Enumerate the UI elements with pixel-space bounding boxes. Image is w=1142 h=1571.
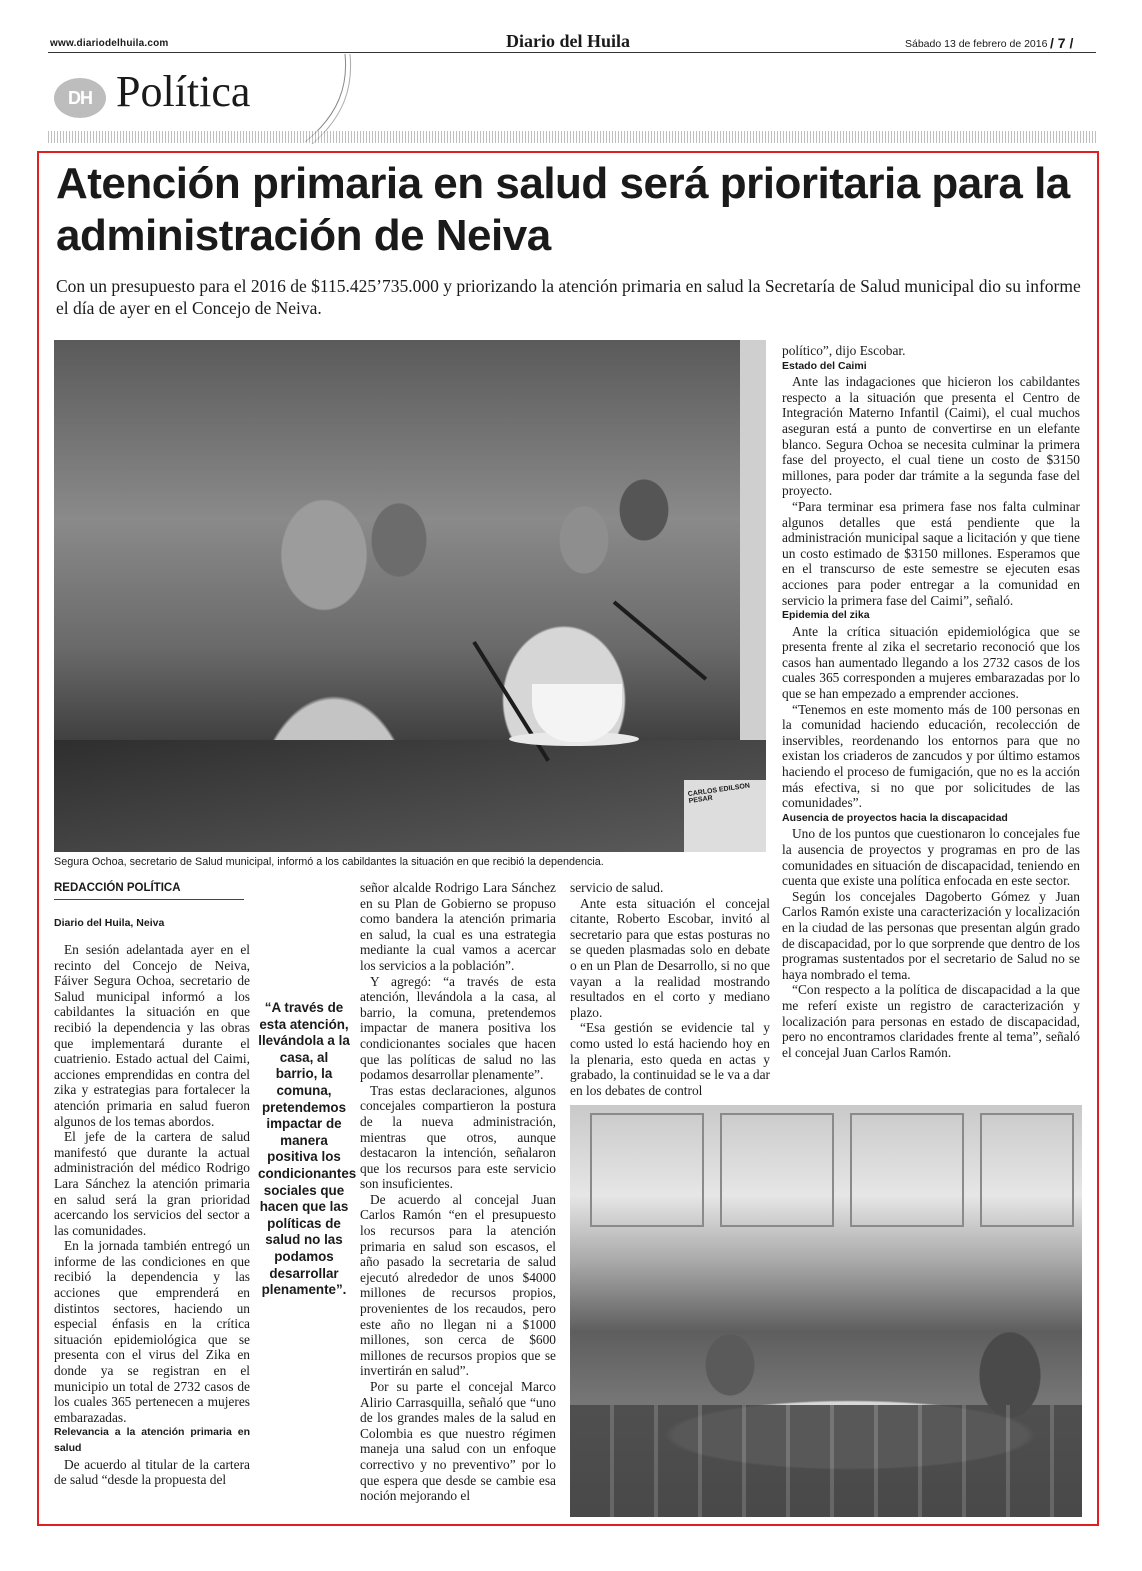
paragraph: Uno de los puntos que cuestionaron lo concejales fue la ausencia de proyectos y programas en pro de las comunidades en situación de discapacidad, teniendo en cuenta que existe una política enfocada en este sector.	[782, 826, 1080, 889]
section-logo-text: DH	[68, 87, 92, 108]
window-frame	[980, 1113, 1074, 1227]
byline-rule	[54, 899, 244, 900]
photo-desk	[54, 740, 766, 852]
pull-quote: “A través de esta atención, llevándola a la casa, al barrio, la comuna, pretendemos impactar de manera positiva los condicionantes sociales que hacen que las políticas de salud no las podamos desarrollar plenamente”.	[258, 1000, 357, 1298]
window-frame	[590, 1113, 704, 1227]
subhead-discapacidad: Ausencia de proyectos hacia la discapacidad	[782, 811, 1008, 824]
issue-date: Sábado 13 de febrero de 2016	[905, 38, 1048, 50]
paragraph: Por su parte el concejal Marco Alirio Carrasquilla, señaló que “uno de los grandes males de la salud en Colombia es que nuestro régimen maneja una salud con un enfoque correctivo y no preventivo” por lo que espera que desde se cambie esa noción mejorando el	[360, 1379, 556, 1504]
paragraph: Ante la crítica situación epidemiológica que se presenta frente al zika el secretario reconoció que los casos han aumentado llegando a los 2732 casos de los cuales 365 corresponden a mujeres embarazadas por lo que se han empezado a emprender acciones.	[782, 623, 1080, 702]
article-column-4	[782, 343, 1080, 1060]
window-frame	[850, 1113, 964, 1227]
paragraph: De acuerdo al titular de la cartera de salud “desde la propuesta del	[54, 1456, 250, 1488]
nameplate-text: CARLOS EDILSON PESAR	[687, 782, 751, 806]
paragraph: Según los concejales Dagoberto Gómez y Juan Carlos Ramón existe una caracterización y localización en la ciudad de las personas que presentan algún grado de discapacidad, por lo que sorprende que dentro de los programas sustentados por el secretario de Salud no se haya nombrado el tema.	[782, 888, 1080, 982]
paragraph: El jefe de la cartera de salud manifestó que durante la actual administración del médico Rodrigo Lara Sánchez la atención primaria en salud será la gran prioridad acercando los servicios del sector a las comunidades.	[54, 1129, 250, 1238]
main-photo	[54, 340, 766, 852]
paragraph: Ante esta situación el concejal citante, Roberto Escobar, invitó al secretario para que estas posturas no se queden plasmadas solo en debate o en un Plan de Desarrollo, si no que vayan a la realidad mostrando resultados en el corto y mediano plazo.	[570, 895, 770, 1020]
paragraph: político”, dijo Escobar.	[782, 343, 906, 358]
section-title: Política	[116, 67, 251, 116]
paragraph: En sesión adelantada ayer en el recinto del Concejo de Neiva, Fáiver Segura Ochoa, secretario de Salud municipal informó a los cabildantes la situación en que recibió la dependencia y las obras que implementará durante el cuatrienio. Estado actual del Caimi, acciones emprendidas en contra del zika y estrategias para fortalecer la atención primaria en salud fueron algunos de los temas abordos.	[54, 942, 250, 1129]
subhead-zika: Epidemia del zika	[782, 609, 870, 622]
header-rule	[48, 52, 1096, 53]
paragraph: En la jornada también entregó un informe de las condiciones en que recibió la dependencia y las acciones que emprenderá en distintos sectores, haciendo un especial énfasis en la crítica situación epidemiológica que se presenta con el virus del Zika en donde ya se registran en el municipio un total de 2732 casos de los cuales 365 pertenecen a mujeres embarazadas.	[54, 1238, 250, 1425]
paragraph: Ante las indagaciones que hicieron los cabildantes respecto a la situación que presenta el Centro de Integración Materno Infantil (Caimi), el cual muchos aseguran está a punto de convertirse en un elefante blanco. Segura Ochoa se necesita culminar la primera fase del proyecto, el cual tiene un costo de $3150 millones, para poder dar trámite a la segunda fase del proyecto.	[782, 374, 1080, 499]
subhead-caimi: Estado del Caimi	[782, 359, 867, 372]
window-frame	[720, 1113, 834, 1227]
paragraph: “Para terminar esa primera fase nos falta culminar algunos detalles que está pendiente que la administración municipal saque a licitación y que tiene un costo estimado de $3150 millones. Esperamos que en el transcurso de este semestre se ejecuten esas acciones para poder entregar a la comunidad en servicio la primera fase del Caimi”, señaló.	[782, 498, 1080, 608]
article-column-2	[360, 880, 556, 1504]
subhead: Relevancia a la atención primaria en salud	[54, 1426, 250, 1454]
paragraph: señor alcalde Rodrigo Lara Sánchez en su Plan de Gobierno se propuso como bandera la atención primaria en salud, la cual es una estrategia mediante la cual vamos a acercar los servicios a la población”.	[360, 880, 556, 973]
lede: Con un presupuesto para el 2016 de $115.425’735.000 y priorizando la atención primaria en salud la Secretaría de Salud municipal dio su informe el día de ayer en el Concejo de Neiva.	[56, 276, 1081, 318]
article-column-1	[54, 942, 250, 1488]
paragraph: “Esa gestión se evidencie tal y como usted lo está haciendo hoy en la plenaria, esto queda en actas y grabado, la continuidad se le va a dar en los debates de control	[570, 1020, 770, 1098]
article-column-3	[570, 880, 770, 1098]
paragraph: servicio de salud.	[570, 880, 664, 895]
paragraph: De acuerdo al concejal Juan Carlos Ramón “en el presupuesto los recursos para la atención primaria en salud son escasos, el año pasado la secretaria de salud ejecutó alrededor de unos $4000 millones de recursos propios, provenientes de los recaudos, pero este año no llegan ni a $1000 millones, son cerca de $600 millones de recursos propios que se invertirán en salud”.	[360, 1191, 556, 1379]
paragraph: Y agregó: “a través de esta atención, llevándola a la casa, al barrio, la comuna, pretendemos impactar de manera positiva los condicionantes sociales que hacen que las políticas de salud no las podamos desarrollar plenamente”.	[360, 973, 556, 1083]
nameplate	[684, 780, 766, 852]
paragraph: “Tenemos en este momento más de 100 personas en la comunidad haciendo educación, recolección de inservibles, reordenando los entornos para que no existan los criaderos de zancudos y por último estamos haciendo el proceso de fumigación, que no es la acción más efectiva, si no que por solicitudes de las comunidades”.	[782, 701, 1080, 811]
council-bench	[570, 1405, 1082, 1517]
headline: Atención primaria en salud será prioritaria para la administración de Neiva	[56, 159, 1070, 260]
paragraph: Tras estas declaraciones, algunos concejales compartieron la postura de la nueva administración, mientras que otros, aunque destacaron la intención, señalaron que los recursos para este servicio son insuficientes.	[360, 1082, 556, 1192]
page-number: / 7 /	[1050, 35, 1074, 51]
council-chamber-photo	[570, 1105, 1082, 1517]
microphone	[613, 600, 707, 680]
byline: REDACCIÓN POLÍTICA	[54, 882, 181, 894]
dateline: Diario del Huila, Neiva	[54, 917, 165, 929]
section-hatch-band	[48, 131, 1096, 143]
paragraph: “Con respecto a la política de discapacidad a la que me referí existe un registro de caracterización y localización para personas en estado de discapacidad, pero no encontramos claridades frente al tema”, señaló el concejal Juan Carlos Ramón.	[782, 982, 1080, 1060]
site-url[interactable]: www.diariodelhuila.com	[50, 38, 169, 49]
section-logo	[54, 78, 106, 118]
photo-caption: Segura Ochoa, secretario de Salud municipal, informó a los cabildantes la situación en que recibió la dependencia.	[54, 856, 604, 868]
masthead: Diario del Huila	[506, 31, 631, 51]
